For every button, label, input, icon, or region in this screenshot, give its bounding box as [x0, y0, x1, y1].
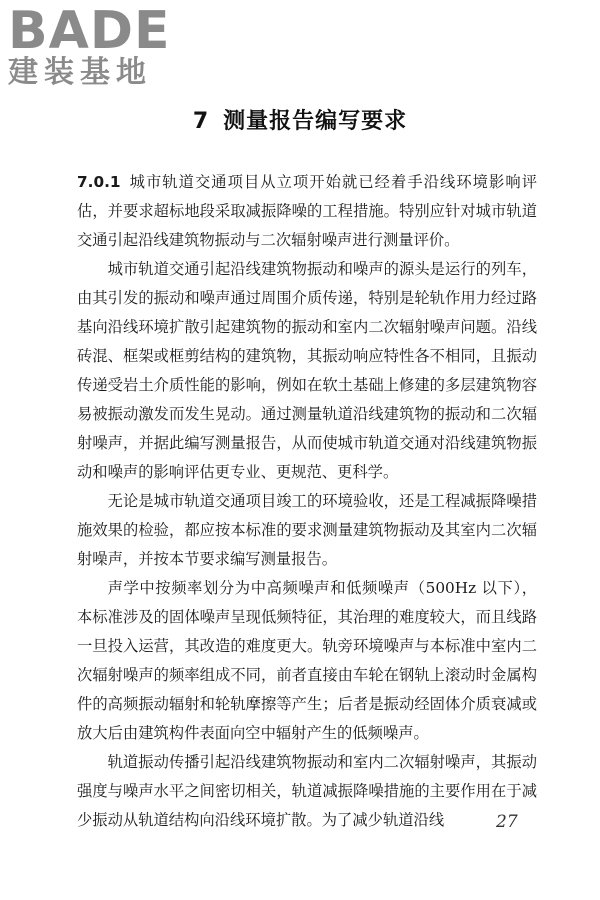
clause-number: 7.0.1: [77, 173, 121, 191]
paragraph-text: 城市轨道交通项目从立项开始就已经着手沿线环境影响评估，并要求超标地段采取减振降噪的工程措施。特别应针对城市轨道交通引起沿线建筑物振动与二次辐射噪声进行测量评价。: [77, 173, 537, 249]
body-text: [77, 168, 537, 835]
paragraph: 无论是城市轨道交通项目竣工的环境验收，还是工程减振降噪措施效果的检验，都应按本标准的要求测量建筑物振动及其室内二次辐射噪声，并按本节要求编写测量报告。: [77, 492, 537, 568]
page-number: 27: [496, 812, 518, 832]
brand-logo: [8, 1, 178, 92]
chapter-number: 7: [192, 109, 210, 134]
paragraph: 城市轨道交通引起沿线建筑物振动和噪声的源头是运行的列车，由其引发的振动和噪声通过周围介质传递，特别是轮轨作用力经过路基向沿线环境扩散引起建筑物的振动和室内二次辐射噪声问题。沿线砖混、框架或框剪结构的建筑物，其振动响应特性各不相同，且振动传递受岩土介质性能的影响，例如在软土基础上修建的多层建筑物容易被振动激发而发生晃动。通过测量轨道沿线建筑物的振动和二次辐射噪声，并据此编写测量报告，从而使城市轨道交通对沿线建筑物振动和噪声的影响评估更专业、更规范、更科学。: [77, 260, 537, 481]
paragraph: [77, 168, 537, 255]
chapter-title-text: 测量报告编写要求: [223, 109, 408, 134]
paragraph: 轨道振动传播引起沿线建筑物振动和室内二次辐射噪声，其振动强度与噪声水平之间密切相关，轨道减振降噪措施的主要作用在于减少振动从轨道结构向沿线环境扩散。为了减少轨道沿线: [77, 753, 537, 829]
logo-wordmark: BADE: [8, 1, 171, 61]
paragraph: 声学中按频率划分为中高频噪声和低频噪声（500Hz 以下），本标准涉及的固体噪声呈现低频特征，其治理的难度较大，而且线路一旦投入运营，其改造的难度更大。轨旁环境噪声与本标准中室内二次辐射噪声的频率组成不同，前者直接由车轮在钢轨上滚动时金属构件的高频振动辐射和轮轨摩擦等产生；后者是振动经固体介质衰减或放大后由建筑构件表面向空中辐射产生的低频噪声。: [77, 579, 537, 742]
chapter-title: [0, 104, 600, 135]
logo-subtitle: 建装基地: [8, 55, 152, 90]
